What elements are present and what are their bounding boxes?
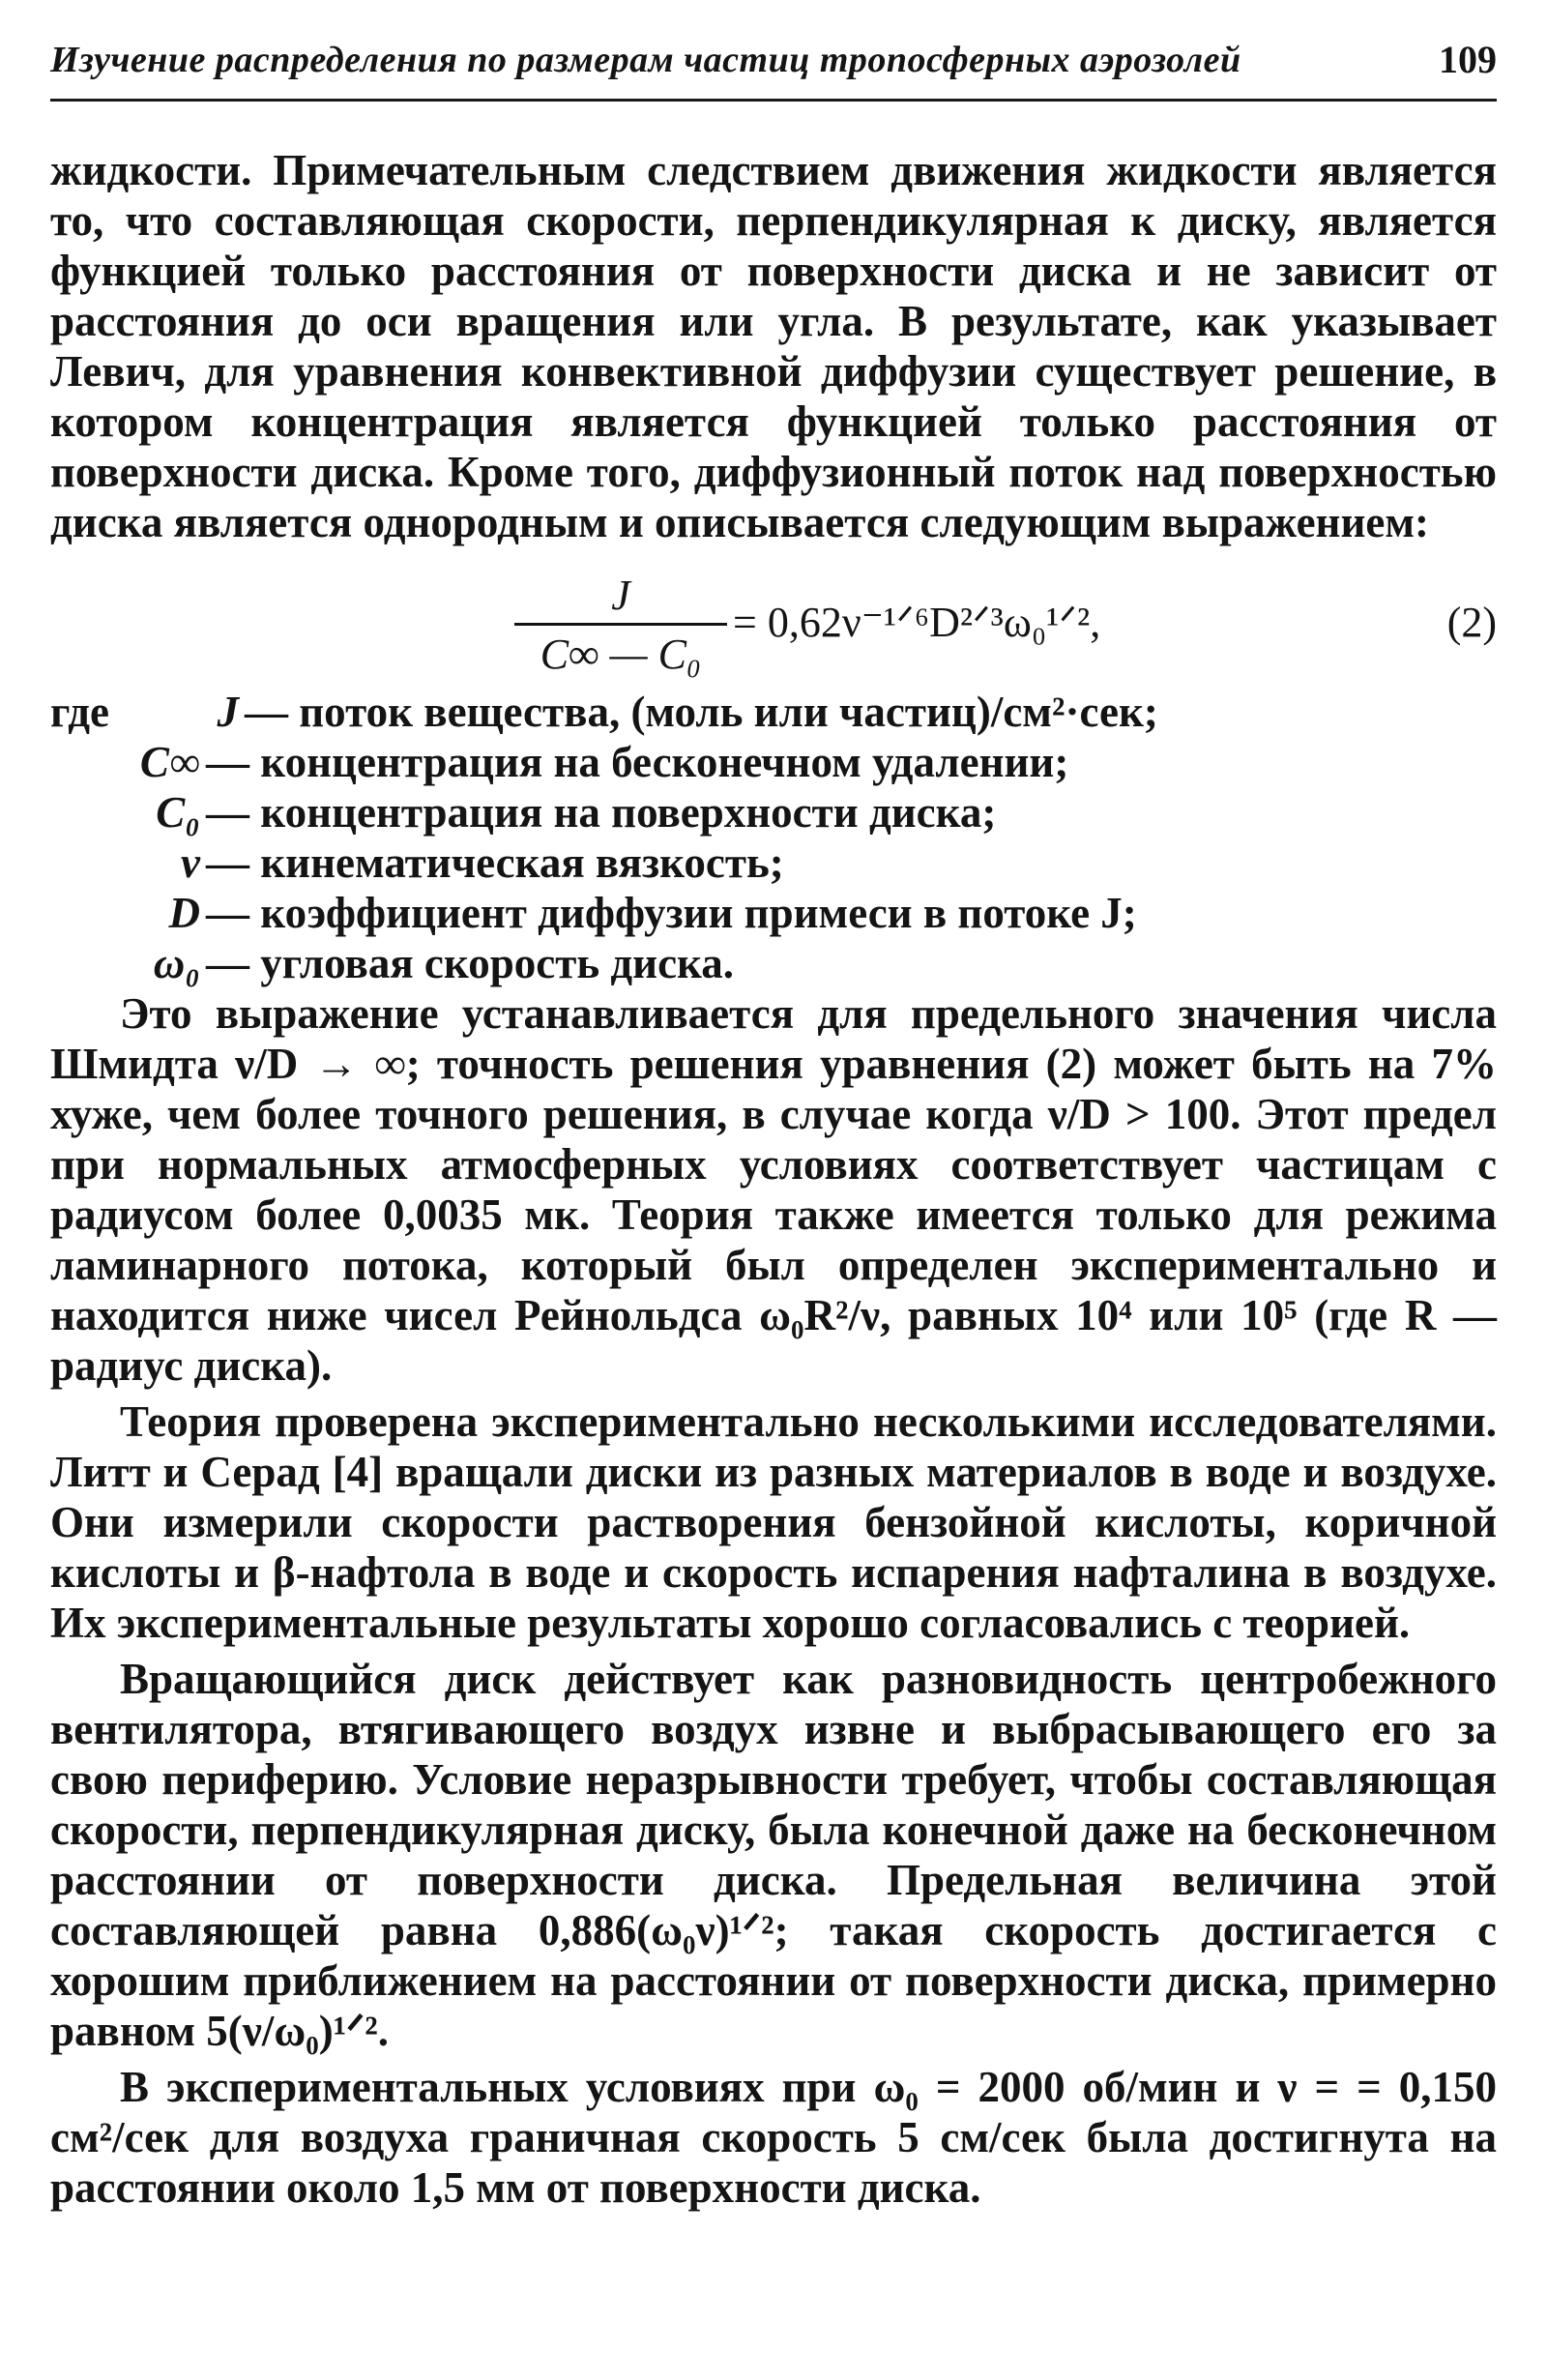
- paragraph-4: Вращающийся диск действует как разновидность центробежного вентилятора, втягивающего воздух извне и выбрасывающего его за свою периферию. Условие неразрывности требует, чтобы составляющая скорости, перпендикулярная диску, была конечной даже на бесконечном расстоянии от поверхности диска. Предельная величина этой составляющей равна 0,886(ω₀ν)¹ᐟ²; такая скорость достигается с хорошим приближением на расстоянии от поверхности диска, примерно равном 5(ν/ω₀)¹ᐟ².: [50, 1655, 1497, 2055]
- header-rule: [50, 99, 1497, 102]
- definition-row: [50, 837, 1497, 888]
- definition-symbol: D: [168, 889, 200, 937]
- equation-denominator: C∞ — C₀: [540, 631, 702, 678]
- definition-symbol: C∞: [139, 738, 200, 786]
- definition-row: [50, 737, 1497, 787]
- running-title: Изучение распределения по размерам частиц тропосферных аэрозолей: [50, 40, 1241, 80]
- definition-row: [50, 787, 1497, 837]
- definition-symbol: ω₀: [153, 939, 200, 987]
- definition-row: [50, 938, 1497, 988]
- paragraph-3: Теория проверена экспериментально несколькими исследователями. Литт и Серад [4] вращали диски из разных материалов в воде и воздухе. Они измерили скорости растворения бензойной кислоты, коричной кислоты и β-нафтола в воде и скорость испарения нафталина в воздухе. Их экспериментальные результаты хорошо согласовались с теорией.: [50, 1397, 1497, 1647]
- definition-row: [50, 687, 1497, 737]
- definition-text: — концентрация на бесконечном удалении;: [206, 738, 1069, 786]
- definition-text: — угловая скорость диска.: [206, 939, 735, 987]
- definition-text: — поток вещества, (моль или частиц)/см²·сек;: [245, 688, 1158, 736]
- page-number: 109: [1439, 38, 1497, 81]
- paragraph-5: В экспериментальных условиях при ω₀ = 2000 об/мин и ν = = 0,150 см²/сек для воздуха граничная скорость 5 см/сек была достигнута на расстоянии около 1,5 мм от поверхности диска.: [50, 2063, 1497, 2212]
- definition-text: — кинематическая вязкость;: [206, 838, 784, 887]
- paragraph-1: жидкости. Примечательным следствием движения жидкости является то, что составляющая скорости, перпендикулярная к диску, является функцией только расстояния от поверхности диска и не зависит от расстояния до оси вращения или угла. В результате, как указывает Левич, для уравнения конвективной диффузии существует решение, в котором концентрация является функцией только расстояния от поверхности диска. Кроме того, диффузионный поток над поверхностью диска является однородным и описывается следующим выражением:: [50, 146, 1497, 546]
- equation-fraction: [514, 571, 727, 679]
- definitions-list: [50, 687, 1497, 988]
- definition-row: [50, 888, 1497, 938]
- equation-rhs: = 0,62ν⁻¹ᐟ⁶D²ᐟ³ω₀¹ᐟ²,: [733, 599, 1101, 646]
- definition-text: — концентрация на поверхности диска;: [206, 788, 997, 837]
- equation-numerator: J: [611, 572, 630, 619]
- definition-symbol: C₀: [156, 788, 200, 837]
- page-header: [50, 33, 1497, 101]
- definition-lead: где: [50, 688, 109, 736]
- equation-number: (2): [1446, 599, 1497, 646]
- paragraph-2: Это выражение устанавливается для предельного значения числа Шмидта ν/D → ∞; точность решения уравнения (2) может быть на 7% хуже, чем более точного решения, в случае когда ν/D > 100. Этот предел при нормальных атмосферных условиях соответствует частицам с радиусом более 0,0035 мк. Теория также имеется только для режима ламинарного потока, который был определен экспериментально и находится ниже чисел Рейнольдса ω₀R²/ν, равных 10⁴ или 10⁵ (где R — радиус диска).: [50, 989, 1497, 1390]
- equation-2: [50, 557, 1497, 681]
- definition-symbol: J: [217, 688, 239, 736]
- definition-text: — коэффициент диффузии примеси в потоке J;: [206, 889, 1137, 937]
- definition-symbol: ν: [181, 838, 200, 887]
- fraction-bar: [514, 623, 727, 626]
- page-body: [50, 145, 1497, 2213]
